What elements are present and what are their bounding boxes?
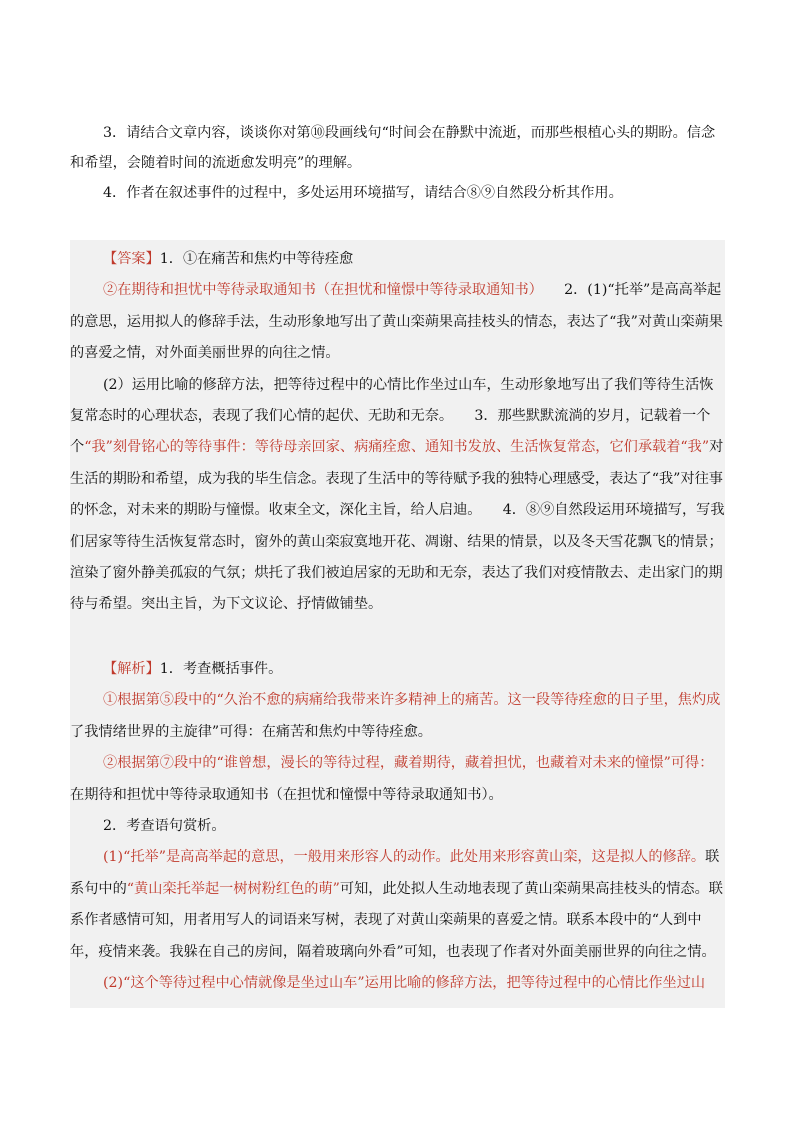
analysis-2-1-end: 可知，此处拟人生动地表现了黄山栾蒴果高挂枝头的情态。联系作者感情可知，用者用写人的词语来写树，表现了对黄山栾蒴果的喜爱之情。联系本段中的“人到中年，疫情来袭。我躲在自己的房间，隔着玻璃向外看”可知，也表现了作者对外面美丽世界的向往之情。 [70,880,723,960]
answer-3-highlight: “我”刻骨铭心的等待事件：等待母亲回家、病痛痊愈、通知书发放、生活恢复常态，它们承载着“我” [84,439,710,456]
answer-1-part-2: ②在期待和担忧中等待录取通知书（在担忧和憧憬中等待录取通知书） [103,282,536,299]
analysis-2-1-quote-2: “黄山栾托举起一树树粉红色的萌” [126,880,340,897]
analysis-1-point-2 [70,748,725,811]
analysis-2-point-2 [70,968,725,999]
analysis-tag: 【解析】 [103,660,160,677]
question-list [70,118,725,208]
analysis-2-1-mid: 联系句中的 [70,849,720,897]
answer-tag: 【答案】 [103,251,160,267]
answer-2-part-1: 2．(1)“托举”是高高举起的意思，运用拟人的修辞手法，生动形象地写出了黄山栾蒴果高挂枝头的情态，表达了“我”对黄山栾蒴果的喜爱之情，对外面美丽世界的向往之情。 [70,282,723,362]
answer-paragraph-2 [70,275,725,369]
analysis-2-1-quote: (1)“托举”是高高举起的意思，一般用来形容人的动作。此处用来形容黄山栾，这是拟人的修辞。 [103,849,706,866]
answer-1-text: 1．①在痛苦和焦灼中等待痊愈 [159,251,354,267]
analysis-1-point-1 [70,685,725,748]
analysis-heading-1 [70,654,725,685]
answer-analysis-panel [70,240,725,1008]
question-4: 4．作者在叙述事件的过程中，多处运用环境描写，请结合⑧⑨自然段分析其作用。 [103,185,623,201]
analysis-heading-2: 2．考查语句赏析。 [103,817,226,834]
analysis-2-quote: ②根据第⑦段中的“谁曾想，漫长的等待过程，藏着期待，藏着担忧，也藏着对未来的憧憬”可得： [103,755,714,772]
answer-paragraph-1 [70,244,725,275]
analysis-2-2-quote: (2)“这个等待过程中心情就像是坐过山车”运用比喻的修辞方法，把等待过程中的心情比作坐过山 [103,974,706,991]
section-gap [70,621,725,654]
answer-analysis-content [70,244,725,999]
analysis-1-result: 了我情绪世界的主旋律”可得：在痛苦和焦灼中等待痊愈。 [70,723,432,740]
answer-paragraph-3 [70,370,725,621]
analysis-2-point-1 [70,842,725,968]
analysis-1-quote: ①根据第⑤段中的“久治不愈的病痛给我带来许多精神上的痛苦。这一段等待痊愈的日子里，焦灼成 [103,692,721,709]
analysis-2-result: 在期待和担忧中等待录取通知书（在担忧和憧憬中等待录取通知书）。 [70,786,503,803]
question-3: 3．请结合文章内容，谈谈你对第⑩段画线句“时间会在静默中流逝，而那些根植心头的期盼。信念和希望，会随着时间的流逝愈发明亮”的理解。 [70,125,716,171]
analysis-1-title: 1．考查概括事件。 [159,660,283,677]
answer-3-and-4: 对生活的期盼和希望，成为我的毕生信念。表现了生活中的等待赋予我的独特心理感受，表达了“我”对往事的怀念，对未来的期盼与憧憬。收束全文，深化主旨，给人启迪。 4．⑧⑨自然段运用环境描写，写我们居家等待生活恢复常态时，窗外的黄山栾寂寞地开花、凋谢、结果的情景，以及冬天雪花飘飞的情景；渲染了窗外静美孤寂的气氛；烘托了我们被迫居家的无助和无奈，表达了我们对疫情散去、走出家门的期待与希望。突出主旨，为下文议论、抒情做铺垫。 [70,439,725,613]
answer-2-part-2: (2）运用比喻的修辞方法，把等待过程中的心情比作坐过山车，生动形象地写出了我们等待生活恢复常态时的心理状态，表现了我们心情的起伏、无助和无奈。 3．那些默默流淌的岁月，记载着一个个 [70,376,714,456]
